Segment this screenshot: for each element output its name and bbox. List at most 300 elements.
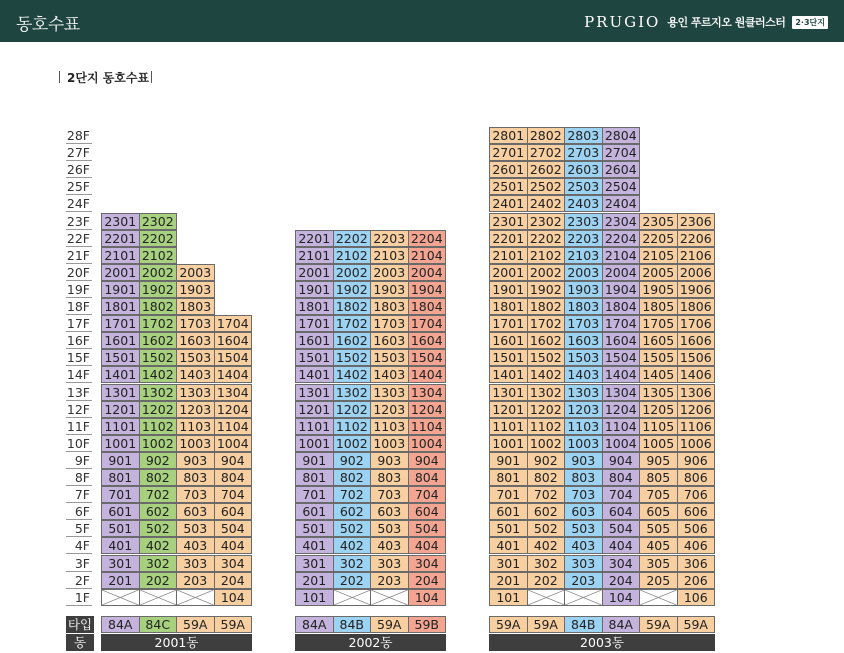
unit-cell[interactable]: 604	[214, 503, 253, 520]
unit-cell[interactable]: 2201	[295, 230, 334, 247]
unit-cell[interactable]: 2504	[602, 178, 641, 195]
unit-cell[interactable]: 1704	[214, 315, 253, 332]
unit-cell[interactable]: 503	[564, 520, 603, 537]
unit-cell[interactable]: 606	[677, 503, 716, 520]
unit-cell[interactable]: 903	[370, 452, 409, 469]
unit-cell[interactable]: 1801	[101, 298, 140, 315]
unit-cell[interactable]: 1406	[677, 366, 716, 383]
unit-cell[interactable]: 304	[602, 555, 641, 572]
unit-cell[interactable]: 1803	[370, 298, 409, 315]
unit-cell[interactable]: 2001	[489, 264, 528, 281]
unit-cell[interactable]: 502	[139, 520, 178, 537]
unit-cell[interactable]: 906	[677, 452, 716, 469]
unit-cell[interactable]: 2701	[489, 144, 528, 161]
unit-cell[interactable]: 902	[139, 452, 178, 469]
unit-cell[interactable]: 106	[677, 589, 716, 606]
unit-cell[interactable]: 803	[370, 469, 409, 486]
unit-cell[interactable]: 2401	[489, 195, 528, 212]
unit-cell[interactable]: 505	[639, 520, 678, 537]
unit-cell[interactable]: 1201	[295, 401, 334, 418]
unit-cell[interactable]: 604	[602, 503, 641, 520]
unit-cell[interactable]: 1604	[214, 332, 253, 349]
unit-cell[interactable]: 1506	[677, 349, 716, 366]
unit-cell[interactable]: 703	[564, 486, 603, 503]
unit-cell[interactable]: 702	[333, 486, 372, 503]
unit-cell[interactable]: 1601	[295, 332, 334, 349]
unit-cell[interactable]: 604	[408, 503, 447, 520]
unit-cell[interactable]: 1004	[602, 435, 641, 452]
unit-cell[interactable]: 1203	[564, 401, 603, 418]
unit-cell[interactable]: 1101	[101, 418, 140, 435]
unit-cell[interactable]: 406	[677, 537, 716, 554]
unit-cell[interactable]: 1604	[602, 332, 641, 349]
unit-cell[interactable]: 2602	[527, 161, 566, 178]
unit-cell[interactable]: 1104	[408, 418, 447, 435]
unit-cell[interactable]: 1202	[139, 401, 178, 418]
unit-cell[interactable]: 2104	[602, 247, 641, 264]
unit-cell[interactable]: 1403	[370, 366, 409, 383]
unit-cell[interactable]: 1201	[101, 401, 140, 418]
unit-cell[interactable]: 1501	[295, 349, 334, 366]
unit-cell[interactable]: 1502	[333, 349, 372, 366]
unit-cell[interactable]: 702	[139, 486, 178, 503]
unit-cell[interactable]: 303	[370, 555, 409, 572]
unit-cell[interactable]: 801	[295, 469, 334, 486]
unit-cell[interactable]: 1701	[295, 315, 334, 332]
unit-cell[interactable]: 1402	[527, 366, 566, 383]
unit-cell[interactable]: 2102	[333, 247, 372, 264]
unit-cell[interactable]: 1204	[602, 401, 641, 418]
unit-cell[interactable]: 803	[176, 469, 215, 486]
unit-cell[interactable]: 204	[602, 572, 641, 589]
unit-cell[interactable]: 403	[564, 537, 603, 554]
unit-cell[interactable]: 1505	[639, 349, 678, 366]
unit-cell[interactable]: 1905	[639, 281, 678, 298]
unit-cell[interactable]: 1304	[408, 384, 447, 401]
unit-cell[interactable]: 901	[101, 452, 140, 469]
unit-cell[interactable]: 1805	[639, 298, 678, 315]
unit-cell[interactable]: 1903	[564, 281, 603, 298]
unit-cell[interactable]: 904	[408, 452, 447, 469]
unit-cell[interactable]: 1702	[527, 315, 566, 332]
unit-cell[interactable]: 1504	[602, 349, 641, 366]
unit-cell[interactable]: 2303	[564, 213, 603, 230]
unit-cell[interactable]: 2202	[527, 230, 566, 247]
unit-cell[interactable]: 1401	[295, 366, 334, 383]
unit-cell[interactable]: 104	[408, 589, 447, 606]
unit-cell[interactable]: 702	[527, 486, 566, 503]
unit-cell[interactable]: 2306	[677, 213, 716, 230]
unit-cell[interactable]: 301	[489, 555, 528, 572]
unit-cell[interactable]: 602	[139, 503, 178, 520]
unit-cell[interactable]: 501	[101, 520, 140, 537]
unit-cell[interactable]: 2002	[139, 264, 178, 281]
unit-cell[interactable]: 2104	[408, 247, 447, 264]
unit-cell[interactable]: 203	[564, 572, 603, 589]
unit-cell[interactable]: 2205	[639, 230, 678, 247]
unit-cell[interactable]: 905	[639, 452, 678, 469]
unit-cell[interactable]: 1903	[370, 281, 409, 298]
unit-cell[interactable]: 1904	[408, 281, 447, 298]
unit-cell[interactable]: 1806	[677, 298, 716, 315]
unit-cell[interactable]: 1004	[408, 435, 447, 452]
unit-cell[interactable]: 1804	[602, 298, 641, 315]
unit-cell[interactable]: 1906	[677, 281, 716, 298]
unit-cell[interactable]: 503	[370, 520, 409, 537]
unit-cell[interactable]: 1404	[602, 366, 641, 383]
unit-cell[interactable]: 804	[214, 469, 253, 486]
unit-cell[interactable]: 2304	[602, 213, 641, 230]
unit-cell[interactable]: 1203	[370, 401, 409, 418]
unit-cell[interactable]: 701	[295, 486, 334, 503]
unit-cell[interactable]: 901	[295, 452, 334, 469]
unit-cell[interactable]: 201	[101, 572, 140, 589]
unit-cell[interactable]: 301	[295, 555, 334, 572]
unit-cell[interactable]: 1503	[564, 349, 603, 366]
unit-cell[interactable]: 1703	[370, 315, 409, 332]
unit-cell[interactable]: 503	[176, 520, 215, 537]
unit-cell[interactable]: 2301	[101, 213, 140, 230]
unit-cell[interactable]: 2803	[564, 127, 603, 144]
unit-cell[interactable]: 304	[214, 555, 253, 572]
unit-cell[interactable]: 1103	[564, 418, 603, 435]
unit-cell[interactable]: 401	[489, 537, 528, 554]
unit-cell[interactable]: 303	[176, 555, 215, 572]
unit-cell[interactable]: 903	[564, 452, 603, 469]
unit-cell[interactable]: 1901	[489, 281, 528, 298]
unit-cell[interactable]: 201	[295, 572, 334, 589]
unit-cell[interactable]: 2402	[527, 195, 566, 212]
unit-cell[interactable]: 404	[408, 537, 447, 554]
unit-cell[interactable]: 602	[333, 503, 372, 520]
unit-cell[interactable]: 101	[295, 589, 334, 606]
unit-cell[interactable]: 1702	[139, 315, 178, 332]
unit-cell[interactable]: 201	[489, 572, 528, 589]
unit-cell[interactable]: 802	[527, 469, 566, 486]
unit-cell[interactable]: 1204	[408, 401, 447, 418]
unit-cell[interactable]: 1602	[333, 332, 372, 349]
unit-cell[interactable]: 1504	[408, 349, 447, 366]
unit-cell[interactable]: 1003	[370, 435, 409, 452]
unit-cell[interactable]: 1603	[370, 332, 409, 349]
unit-cell[interactable]: 1703	[176, 315, 215, 332]
unit-cell[interactable]: 2703	[564, 144, 603, 161]
unit-cell[interactable]: 504	[602, 520, 641, 537]
unit-cell[interactable]: 1904	[602, 281, 641, 298]
unit-cell[interactable]: 1803	[176, 298, 215, 315]
unit-cell[interactable]: 1405	[639, 366, 678, 383]
unit-cell[interactable]: 802	[333, 469, 372, 486]
unit-cell[interactable]: 1605	[639, 332, 678, 349]
unit-cell[interactable]: 1006	[677, 435, 716, 452]
unit-cell[interactable]: 1704	[602, 315, 641, 332]
unit-cell[interactable]: 506	[677, 520, 716, 537]
unit-cell[interactable]: 2102	[139, 247, 178, 264]
unit-cell[interactable]: 2004	[408, 264, 447, 281]
unit-cell[interactable]: 603	[176, 503, 215, 520]
unit-cell[interactable]: 2004	[602, 264, 641, 281]
unit-cell[interactable]: 2103	[564, 247, 603, 264]
unit-cell[interactable]: 1403	[176, 366, 215, 383]
unit-cell[interactable]: 1106	[677, 418, 716, 435]
unit-cell[interactable]: 2202	[139, 230, 178, 247]
unit-cell[interactable]: 1603	[176, 332, 215, 349]
unit-cell[interactable]: 1901	[295, 281, 334, 298]
unit-cell[interactable]: 1602	[139, 332, 178, 349]
unit-cell[interactable]: 904	[214, 452, 253, 469]
unit-cell[interactable]: 1402	[333, 366, 372, 383]
unit-cell[interactable]: 2302	[139, 213, 178, 230]
unit-cell[interactable]: 2702	[527, 144, 566, 161]
unit-cell[interactable]: 1503	[176, 349, 215, 366]
unit-cell[interactable]: 1303	[564, 384, 603, 401]
unit-cell[interactable]: 104	[602, 589, 641, 606]
unit-cell[interactable]: 204	[214, 572, 253, 589]
unit-cell[interactable]: 1204	[214, 401, 253, 418]
unit-cell[interactable]: 2206	[677, 230, 716, 247]
unit-cell[interactable]: 1201	[489, 401, 528, 418]
unit-cell[interactable]: 1404	[214, 366, 253, 383]
unit-cell[interactable]: 1706	[677, 315, 716, 332]
unit-cell[interactable]: 1303	[370, 384, 409, 401]
unit-cell[interactable]: 1503	[370, 349, 409, 366]
unit-cell[interactable]: 605	[639, 503, 678, 520]
unit-cell[interactable]: 2302	[527, 213, 566, 230]
unit-cell[interactable]: 1002	[139, 435, 178, 452]
unit-cell[interactable]: 1902	[139, 281, 178, 298]
unit-cell[interactable]: 1001	[295, 435, 334, 452]
unit-cell[interactable]: 1602	[527, 332, 566, 349]
unit-cell[interactable]: 2604	[602, 161, 641, 178]
unit-cell[interactable]: 804	[408, 469, 447, 486]
unit-cell[interactable]: 502	[527, 520, 566, 537]
unit-cell[interactable]: 2204	[602, 230, 641, 247]
unit-cell[interactable]: 404	[602, 537, 641, 554]
unit-cell[interactable]: 703	[176, 486, 215, 503]
unit-cell[interactable]: 1103	[370, 418, 409, 435]
unit-cell[interactable]: 502	[333, 520, 372, 537]
unit-cell[interactable]: 403	[176, 537, 215, 554]
unit-cell[interactable]: 2501	[489, 178, 528, 195]
unit-cell[interactable]: 2201	[101, 230, 140, 247]
unit-cell[interactable]: 1102	[527, 418, 566, 435]
unit-cell[interactable]: 601	[101, 503, 140, 520]
unit-cell[interactable]: 504	[408, 520, 447, 537]
unit-cell[interactable]: 703	[370, 486, 409, 503]
unit-cell[interactable]: 1003	[564, 435, 603, 452]
unit-cell[interactable]: 1601	[489, 332, 528, 349]
unit-cell[interactable]: 1403	[564, 366, 603, 383]
unit-cell[interactable]: 1301	[489, 384, 528, 401]
unit-cell[interactable]: 2101	[489, 247, 528, 264]
unit-cell[interactable]: 206	[677, 572, 716, 589]
unit-cell[interactable]: 401	[101, 537, 140, 554]
unit-cell[interactable]: 1304	[214, 384, 253, 401]
unit-cell[interactable]: 2002	[333, 264, 372, 281]
unit-cell[interactable]: 1601	[101, 332, 140, 349]
unit-cell[interactable]: 1302	[333, 384, 372, 401]
unit-cell[interactable]: 1606	[677, 332, 716, 349]
unit-cell[interactable]: 803	[564, 469, 603, 486]
unit-cell[interactable]: 303	[564, 555, 603, 572]
unit-cell[interactable]: 704	[602, 486, 641, 503]
unit-cell[interactable]: 1803	[564, 298, 603, 315]
unit-cell[interactable]: 902	[333, 452, 372, 469]
unit-cell[interactable]: 1604	[408, 332, 447, 349]
unit-cell[interactable]: 1902	[333, 281, 372, 298]
unit-cell[interactable]: 1302	[139, 384, 178, 401]
unit-cell[interactable]: 1705	[639, 315, 678, 332]
unit-cell[interactable]: 1301	[101, 384, 140, 401]
unit-cell[interactable]: 1502	[527, 349, 566, 366]
unit-cell[interactable]: 701	[101, 486, 140, 503]
unit-cell[interactable]: 1102	[333, 418, 372, 435]
unit-cell[interactable]: 1305	[639, 384, 678, 401]
unit-cell[interactable]: 402	[333, 537, 372, 554]
unit-cell[interactable]: 1102	[139, 418, 178, 435]
unit-cell[interactable]: 1402	[139, 366, 178, 383]
unit-cell[interactable]: 1401	[101, 366, 140, 383]
unit-cell[interactable]: 2802	[527, 127, 566, 144]
unit-cell[interactable]: 202	[527, 572, 566, 589]
unit-cell[interactable]: 2603	[564, 161, 603, 178]
unit-cell[interactable]: 304	[408, 555, 447, 572]
unit-cell[interactable]: 705	[639, 486, 678, 503]
unit-cell[interactable]: 1802	[139, 298, 178, 315]
unit-cell[interactable]: 301	[101, 555, 140, 572]
unit-cell[interactable]: 1105	[639, 418, 678, 435]
unit-cell[interactable]: 602	[527, 503, 566, 520]
unit-cell[interactable]: 1004	[214, 435, 253, 452]
unit-cell[interactable]: 1205	[639, 401, 678, 418]
unit-cell[interactable]: 2001	[295, 264, 334, 281]
unit-cell[interactable]: 2601	[489, 161, 528, 178]
unit-cell[interactable]: 504	[214, 520, 253, 537]
unit-cell[interactable]: 1103	[176, 418, 215, 435]
unit-cell[interactable]: 405	[639, 537, 678, 554]
unit-cell[interactable]: 501	[295, 520, 334, 537]
unit-cell[interactable]: 101	[489, 589, 528, 606]
unit-cell[interactable]: 2403	[564, 195, 603, 212]
unit-cell[interactable]: 806	[677, 469, 716, 486]
unit-cell[interactable]: 1005	[639, 435, 678, 452]
unit-cell[interactable]: 904	[602, 452, 641, 469]
unit-cell[interactable]: 1202	[527, 401, 566, 418]
unit-cell[interactable]: 2201	[489, 230, 528, 247]
unit-cell[interactable]: 603	[370, 503, 409, 520]
unit-cell[interactable]: 1101	[295, 418, 334, 435]
unit-cell[interactable]: 2102	[527, 247, 566, 264]
unit-cell[interactable]: 1504	[214, 349, 253, 366]
unit-cell[interactable]: 801	[489, 469, 528, 486]
unit-cell[interactable]: 802	[139, 469, 178, 486]
unit-cell[interactable]: 1802	[333, 298, 372, 315]
unit-cell[interactable]: 1802	[527, 298, 566, 315]
unit-cell[interactable]: 501	[489, 520, 528, 537]
unit-cell[interactable]: 2005	[639, 264, 678, 281]
unit-cell[interactable]: 1701	[101, 315, 140, 332]
unit-cell[interactable]: 1701	[489, 315, 528, 332]
unit-cell[interactable]: 302	[527, 555, 566, 572]
unit-cell[interactable]: 2704	[602, 144, 641, 161]
unit-cell[interactable]: 601	[295, 503, 334, 520]
unit-cell[interactable]: 2301	[489, 213, 528, 230]
unit-cell[interactable]: 704	[214, 486, 253, 503]
unit-cell[interactable]: 2503	[564, 178, 603, 195]
unit-cell[interactable]: 2203	[564, 230, 603, 247]
unit-cell[interactable]: 306	[677, 555, 716, 572]
unit-cell[interactable]: 302	[139, 555, 178, 572]
unit-cell[interactable]: 1206	[677, 401, 716, 418]
unit-cell[interactable]: 1304	[602, 384, 641, 401]
unit-cell[interactable]: 1002	[333, 435, 372, 452]
unit-cell[interactable]: 402	[527, 537, 566, 554]
unit-cell[interactable]: 202	[139, 572, 178, 589]
unit-cell[interactable]: 1901	[101, 281, 140, 298]
unit-cell[interactable]: 403	[370, 537, 409, 554]
unit-cell[interactable]: 2801	[489, 127, 528, 144]
unit-cell[interactable]: 805	[639, 469, 678, 486]
unit-cell[interactable]: 1001	[489, 435, 528, 452]
unit-cell[interactable]: 2002	[527, 264, 566, 281]
unit-cell[interactable]: 2202	[333, 230, 372, 247]
unit-cell[interactable]: 706	[677, 486, 716, 503]
unit-cell[interactable]: 1202	[333, 401, 372, 418]
unit-cell[interactable]: 1303	[176, 384, 215, 401]
unit-cell[interactable]: 2006	[677, 264, 716, 281]
unit-cell[interactable]: 302	[333, 555, 372, 572]
unit-cell[interactable]: 2105	[639, 247, 678, 264]
unit-cell[interactable]: 801	[101, 469, 140, 486]
unit-cell[interactable]: 1306	[677, 384, 716, 401]
unit-cell[interactable]: 901	[489, 452, 528, 469]
unit-cell[interactable]: 305	[639, 555, 678, 572]
unit-cell[interactable]: 2502	[527, 178, 566, 195]
unit-cell[interactable]: 1702	[333, 315, 372, 332]
unit-cell[interactable]: 1903	[176, 281, 215, 298]
unit-cell[interactable]: 902	[527, 452, 566, 469]
unit-cell[interactable]: 2305	[639, 213, 678, 230]
unit-cell[interactable]: 2101	[101, 247, 140, 264]
unit-cell[interactable]: 1104	[214, 418, 253, 435]
unit-cell[interactable]: 1404	[408, 366, 447, 383]
unit-cell[interactable]: 2003	[370, 264, 409, 281]
unit-cell[interactable]: 1301	[295, 384, 334, 401]
unit-cell[interactable]: 202	[333, 572, 372, 589]
unit-cell[interactable]: 2003	[564, 264, 603, 281]
unit-cell[interactable]: 203	[370, 572, 409, 589]
unit-cell[interactable]: 2003	[176, 264, 215, 281]
unit-cell[interactable]: 1502	[139, 349, 178, 366]
unit-cell[interactable]: 1203	[176, 401, 215, 418]
unit-cell[interactable]: 603	[564, 503, 603, 520]
unit-cell[interactable]: 1603	[564, 332, 603, 349]
unit-cell[interactable]: 1501	[101, 349, 140, 366]
unit-cell[interactable]: 2101	[295, 247, 334, 264]
unit-cell[interactable]: 1703	[564, 315, 603, 332]
unit-cell[interactable]: 404	[214, 537, 253, 554]
unit-cell[interactable]: 204	[408, 572, 447, 589]
unit-cell[interactable]: 2204	[408, 230, 447, 247]
unit-cell[interactable]: 1902	[527, 281, 566, 298]
unit-cell[interactable]: 1704	[408, 315, 447, 332]
unit-cell[interactable]: 1801	[295, 298, 334, 315]
unit-cell[interactable]: 1003	[176, 435, 215, 452]
unit-cell[interactable]: 1501	[489, 349, 528, 366]
unit-cell[interactable]: 1101	[489, 418, 528, 435]
unit-cell[interactable]: 104	[214, 589, 253, 606]
unit-cell[interactable]: 203	[176, 572, 215, 589]
